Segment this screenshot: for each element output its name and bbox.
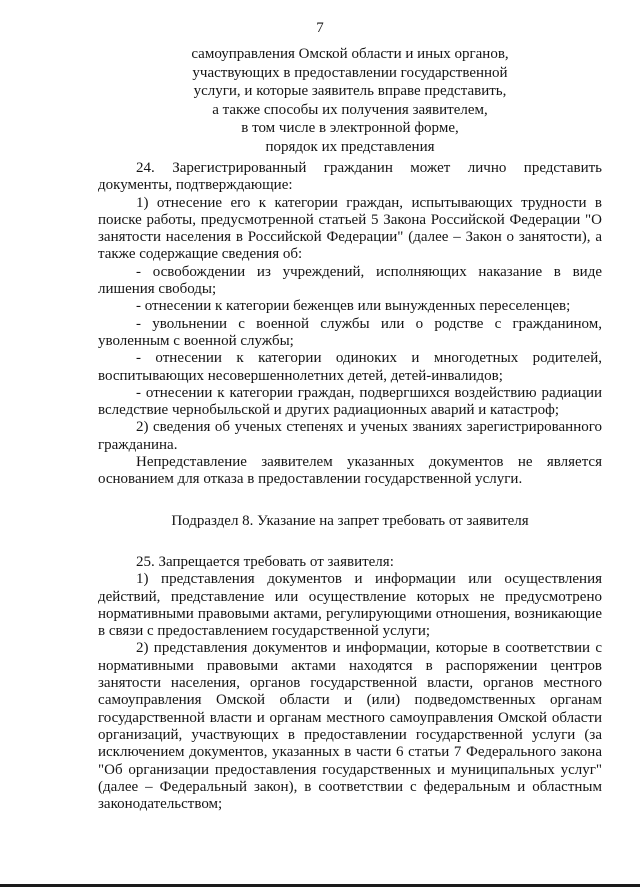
section-heading xyxy=(150,45,550,157)
paragraph-bullet: - отнесении к категории граждан, подвергшихся воздействию радиации вследствие чернобыльской и других радиационных аварий и катастроф; xyxy=(98,384,602,419)
paragraph-25: 25. Запрещается требовать от заявителя: xyxy=(136,553,394,570)
paragraph-note: Непредставление заявителем указанных документов не является основанием для отказа в предоставлении государственной услуги. xyxy=(98,454,602,488)
heading-line: услуги, и которые заявитель вправе представить, xyxy=(193,83,507,100)
heading-line: а также способы их получения заявителем, xyxy=(212,101,488,118)
paragraph-item-1: 1) отнесение его к категории граждан, испытывающих трудности в поиске работы, предусмотренной статьей 5 Закона Российской Федерации "О занятости населения в Российской Федерации" (далее – Закон о занятости), а также содержащие сведения об: xyxy=(98,194,602,263)
page-number: 7 xyxy=(316,20,324,36)
paragraph-bullet: - отнесении к категории одиноких и многодетных родителей, воспитывающих несовершеннолетних детей, детей-инвалидов; xyxy=(98,350,602,384)
document-body xyxy=(98,160,602,813)
paragraph-item-2: 2) сведения об ученых степенях и ученых званиях зарегистрированного гражданина. xyxy=(98,419,602,453)
paragraph-item-2: 2) представления документов и информации, которые в соответствии с нормативными правовыми актами находятся в распоряжении центров занятости населения, органов государственной власти, органов местного самоуправления Омской области и (или) подведомственных органам государственной власти и органам местного самоуправления Омской области организаций, участвующих в предоставлении государственной услуги (за исключением документов, указанных в части 6 статьи 7 Федерального закона "Об организации предоставления государственных и муниципальных услуг" (далее – Федеральный закон), в соответствии с федеральным и областным законодательством; xyxy=(98,640,602,813)
heading-line: участвующих в предоставлении государственной xyxy=(192,64,508,81)
paragraph-item-1: 1) представления документов и информации или осуществления действий, представление или осуществление которых не предусмотрено нормативными правовыми актами, регулирующими отношения, возникающие в связи с предоставлением государственной услуги; xyxy=(98,571,602,640)
paragraph-bullet: - увольнении с военной службы или о родстве с гражданином, уволенным с военной службы; xyxy=(98,315,602,349)
heading-line: в том числе в электронной форме, xyxy=(241,120,459,137)
paragraph-bullet: - освобождении из учреждений, исполняющих наказание в виде лишения свободы; xyxy=(98,263,602,298)
paragraph-bullet: - отнесении к категории беженцев или вынужденных переселенцев; xyxy=(136,298,571,315)
paragraph-24: 24. Зарегистрированный гражданин может лично представить документы, подтверждающие: xyxy=(98,160,602,194)
scan-edge-line xyxy=(0,884,640,887)
heading-line: порядок их представления xyxy=(265,138,435,155)
heading-line: самоуправления Омской области и иных органов, xyxy=(191,46,509,62)
subsection-title: Подраздел 8. Указание на запрет требовать от заявителя xyxy=(171,512,529,529)
